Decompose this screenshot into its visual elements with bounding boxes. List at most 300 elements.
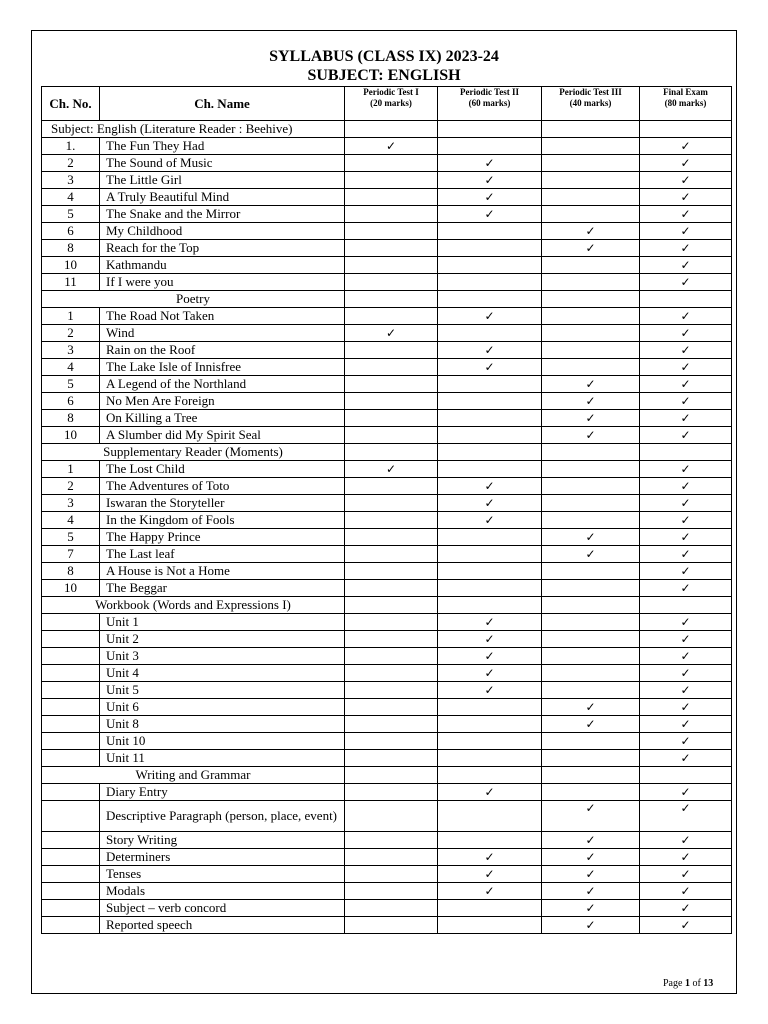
pt1-cell bbox=[345, 138, 438, 155]
pt1-cell bbox=[345, 206, 438, 223]
chapter-number: 10 bbox=[42, 580, 100, 597]
final-cell bbox=[640, 206, 732, 223]
final-cell bbox=[640, 342, 732, 359]
pt1-cell bbox=[345, 495, 438, 512]
chapter-name: Descriptive Paragraph (person, place, event) bbox=[100, 801, 345, 832]
chapter-name: Unit 6 bbox=[100, 699, 345, 716]
pt1-cell bbox=[345, 240, 438, 257]
check-mark-icon: ✓ bbox=[680, 833, 691, 847]
section-heading-row bbox=[42, 597, 732, 614]
check-mark-icon: ✓ bbox=[585, 530, 596, 544]
pt2-cell bbox=[438, 257, 542, 274]
section-heading: Supplementary Reader (Moments) bbox=[42, 444, 345, 461]
chapter-name: Reach for the Top bbox=[100, 240, 345, 257]
final-cell bbox=[640, 665, 732, 682]
table-row bbox=[42, 172, 732, 189]
pt3-cell bbox=[542, 393, 640, 410]
check-mark-icon: ✓ bbox=[484, 190, 495, 204]
chapter-number bbox=[42, 665, 100, 682]
check-mark-icon: ✓ bbox=[484, 496, 495, 510]
table-row bbox=[42, 393, 732, 410]
pt2-cell bbox=[438, 461, 542, 478]
table-row bbox=[42, 376, 732, 393]
col-header-pt1-title: Periodic Test I bbox=[363, 87, 419, 97]
pt3-cell bbox=[542, 529, 640, 546]
chapter-number bbox=[42, 917, 100, 934]
chapter-number: 4 bbox=[42, 189, 100, 206]
final-cell bbox=[640, 900, 732, 917]
section-heading-empty-cell bbox=[640, 597, 732, 614]
pt3-cell bbox=[542, 240, 640, 257]
pt1-cell bbox=[345, 784, 438, 801]
table-row bbox=[42, 631, 732, 648]
pt1-cell bbox=[345, 665, 438, 682]
check-mark-icon: ✓ bbox=[585, 377, 596, 391]
pt1-cell bbox=[345, 716, 438, 733]
check-mark-icon: ✓ bbox=[484, 649, 495, 663]
check-mark-icon: ✓ bbox=[484, 615, 495, 629]
chapter-name: Tenses bbox=[100, 866, 345, 883]
table-row bbox=[42, 546, 732, 563]
chapter-name: Kathmandu bbox=[100, 257, 345, 274]
check-mark-icon: ✓ bbox=[585, 850, 596, 864]
pt3-cell bbox=[542, 495, 640, 512]
check-mark-icon: ✓ bbox=[680, 173, 691, 187]
chapter-number bbox=[42, 866, 100, 883]
check-mark-icon: ✓ bbox=[680, 683, 691, 697]
pt3-cell bbox=[542, 784, 640, 801]
check-mark-icon: ✓ bbox=[680, 190, 691, 204]
page-current: 1 bbox=[684, 978, 690, 989]
final-cell bbox=[640, 427, 732, 444]
pt3-cell bbox=[542, 359, 640, 376]
section-heading-empty-cell bbox=[345, 291, 438, 308]
pt1-cell bbox=[345, 512, 438, 529]
section-heading-row bbox=[42, 291, 732, 308]
section-heading-empty-cell bbox=[345, 597, 438, 614]
check-mark-icon: ✓ bbox=[484, 850, 495, 864]
chapter-number bbox=[42, 716, 100, 733]
table-row bbox=[42, 512, 732, 529]
chapter-name: A Truly Beautiful Mind bbox=[100, 189, 345, 206]
chapter-number bbox=[42, 614, 100, 631]
chapter-number bbox=[42, 832, 100, 849]
chapter-name: Unit 1 bbox=[100, 614, 345, 631]
pt1-cell bbox=[345, 801, 438, 832]
chapter-number: 6 bbox=[42, 393, 100, 410]
chapter-number: 4 bbox=[42, 359, 100, 376]
table-row bbox=[42, 461, 732, 478]
pt3-cell bbox=[542, 631, 640, 648]
pt2-cell bbox=[438, 342, 542, 359]
pt3-cell bbox=[542, 648, 640, 665]
chapter-name: The Lake Isle of Innisfree bbox=[100, 359, 345, 376]
pt2-cell bbox=[438, 393, 542, 410]
col-header-pt3-marks: (40 marks) bbox=[569, 98, 612, 108]
chapter-number: 1 bbox=[42, 308, 100, 325]
pt1-cell bbox=[345, 223, 438, 240]
pt1-cell bbox=[345, 410, 438, 427]
chapter-number bbox=[42, 801, 100, 832]
pt3-cell bbox=[542, 308, 640, 325]
col-header-pt2-marks: (60 marks) bbox=[468, 98, 511, 108]
table-row bbox=[42, 274, 732, 291]
pt2-cell bbox=[438, 359, 542, 376]
pt2-cell bbox=[438, 495, 542, 512]
table-header-row bbox=[42, 87, 732, 121]
pt3-cell bbox=[542, 223, 640, 240]
pt2-cell bbox=[438, 750, 542, 767]
table-row bbox=[42, 849, 732, 866]
check-mark-icon: ✓ bbox=[680, 275, 691, 289]
chapter-name: A House is Not a Home bbox=[100, 563, 345, 580]
pt2-cell bbox=[438, 801, 542, 832]
check-mark-icon: ✓ bbox=[680, 717, 691, 731]
final-cell bbox=[640, 801, 732, 832]
pt1-cell bbox=[345, 883, 438, 900]
pt3-cell bbox=[542, 376, 640, 393]
chapter-number: 3 bbox=[42, 342, 100, 359]
chapter-number: 8 bbox=[42, 563, 100, 580]
chapter-name: A Slumber did My Spirit Seal bbox=[100, 427, 345, 444]
pt2-cell bbox=[438, 172, 542, 189]
check-mark-icon: ✓ bbox=[680, 224, 691, 238]
section-heading-empty-cell bbox=[345, 767, 438, 784]
pt3-cell bbox=[542, 155, 640, 172]
check-mark-icon: ✓ bbox=[680, 411, 691, 425]
col-header-pt1-marks: (20 marks) bbox=[370, 98, 412, 108]
chapter-number: 11 bbox=[42, 274, 100, 291]
chapter-name: Unit 5 bbox=[100, 682, 345, 699]
table-row bbox=[42, 189, 732, 206]
final-cell bbox=[640, 614, 732, 631]
section-heading-empty-cell bbox=[640, 444, 732, 461]
pt1-cell bbox=[345, 478, 438, 495]
table-row bbox=[42, 410, 732, 427]
pt2-cell bbox=[438, 699, 542, 716]
table-row bbox=[42, 240, 732, 257]
check-mark-icon: ✓ bbox=[585, 394, 596, 408]
final-cell bbox=[640, 495, 732, 512]
check-mark-icon: ✓ bbox=[680, 156, 691, 170]
pt3-cell bbox=[542, 189, 640, 206]
final-cell bbox=[640, 750, 732, 767]
final-cell bbox=[640, 580, 732, 597]
table-row bbox=[42, 257, 732, 274]
pt1-cell bbox=[345, 917, 438, 934]
check-mark-icon: ✓ bbox=[680, 207, 691, 221]
table-row bbox=[42, 529, 732, 546]
section-heading-empty-cell bbox=[640, 767, 732, 784]
final-cell bbox=[640, 512, 732, 529]
pt1-cell bbox=[345, 614, 438, 631]
pt1-cell bbox=[345, 393, 438, 410]
check-mark-icon: ✓ bbox=[680, 462, 691, 476]
chapter-name: Diary Entry bbox=[100, 784, 345, 801]
pt3-cell bbox=[542, 883, 640, 900]
chapter-number: 1. bbox=[42, 138, 100, 155]
section-heading: Writing and Grammar bbox=[42, 767, 345, 784]
check-mark-icon: ✓ bbox=[585, 547, 596, 561]
chapter-number bbox=[42, 784, 100, 801]
pt3-cell bbox=[542, 801, 640, 832]
table-row bbox=[42, 223, 732, 240]
pt3-cell bbox=[542, 832, 640, 849]
check-mark-icon: ✓ bbox=[585, 428, 596, 442]
section-heading-row bbox=[42, 767, 732, 784]
section-heading-empty-cell bbox=[438, 597, 542, 614]
chapter-number: 3 bbox=[42, 495, 100, 512]
table-row bbox=[42, 900, 732, 917]
pt2-cell bbox=[438, 427, 542, 444]
pt2-cell bbox=[438, 189, 542, 206]
table-row bbox=[42, 563, 732, 580]
pt2-cell bbox=[438, 410, 542, 427]
check-mark-icon: ✓ bbox=[484, 666, 495, 680]
chapter-name: The Beggar bbox=[100, 580, 345, 597]
pt1-cell bbox=[345, 563, 438, 580]
chapter-name: Modals bbox=[100, 883, 345, 900]
check-mark-icon: ✓ bbox=[680, 547, 691, 561]
final-cell bbox=[640, 917, 732, 934]
chapter-name: Unit 2 bbox=[100, 631, 345, 648]
check-mark-icon: ✓ bbox=[680, 801, 691, 815]
pt1-cell bbox=[345, 750, 438, 767]
section-heading-empty-cell bbox=[542, 767, 640, 784]
chapter-name: Unit 10 bbox=[100, 733, 345, 750]
pt1-cell bbox=[345, 274, 438, 291]
pt2-cell bbox=[438, 376, 542, 393]
pt3-cell bbox=[542, 546, 640, 563]
check-mark-icon: ✓ bbox=[680, 666, 691, 680]
check-mark-icon: ✓ bbox=[585, 717, 596, 731]
chapter-number bbox=[42, 682, 100, 699]
pt3-cell bbox=[542, 478, 640, 495]
final-cell bbox=[640, 849, 732, 866]
chapter-name: On Killing a Tree bbox=[100, 410, 345, 427]
chapter-name: Unit 8 bbox=[100, 716, 345, 733]
pt2-cell bbox=[438, 917, 542, 934]
chapter-number: 8 bbox=[42, 410, 100, 427]
pt2-cell bbox=[438, 240, 542, 257]
table-row bbox=[42, 648, 732, 665]
table-row bbox=[42, 917, 732, 934]
chapter-number: 2 bbox=[42, 325, 100, 342]
check-mark-icon: ✓ bbox=[680, 241, 691, 255]
pt2-cell bbox=[438, 733, 542, 750]
pt2-cell bbox=[438, 308, 542, 325]
pt2-cell bbox=[438, 849, 542, 866]
chapter-number bbox=[42, 900, 100, 917]
chapter-name: Story Writing bbox=[100, 832, 345, 849]
check-mark-icon: ✓ bbox=[585, 241, 596, 255]
chapter-name: My Childhood bbox=[100, 223, 345, 240]
section-heading-empty-cell bbox=[438, 121, 542, 138]
check-mark-icon: ✓ bbox=[484, 173, 495, 187]
chapter-number: 5 bbox=[42, 376, 100, 393]
chapter-number bbox=[42, 631, 100, 648]
chapter-number: 5 bbox=[42, 206, 100, 223]
chapter-name: Rain on the Roof bbox=[100, 342, 345, 359]
check-mark-icon: ✓ bbox=[680, 360, 691, 374]
pt3-cell bbox=[542, 274, 640, 291]
chapter-name: Iswaran the Storyteller bbox=[100, 495, 345, 512]
pt3-cell bbox=[542, 512, 640, 529]
check-mark-icon: ✓ bbox=[680, 901, 691, 915]
final-cell bbox=[640, 648, 732, 665]
chapter-number bbox=[42, 699, 100, 716]
pt1-cell bbox=[345, 733, 438, 750]
check-mark-icon: ✓ bbox=[484, 309, 495, 323]
pt3-cell bbox=[542, 699, 640, 716]
check-mark-icon: ✓ bbox=[680, 428, 691, 442]
final-cell bbox=[640, 223, 732, 240]
pt3-cell bbox=[542, 614, 640, 631]
pt3-cell bbox=[542, 172, 640, 189]
pt1-cell bbox=[345, 546, 438, 563]
pt3-cell bbox=[542, 563, 640, 580]
final-cell bbox=[640, 682, 732, 699]
table-row bbox=[42, 138, 732, 155]
pt2-cell bbox=[438, 155, 542, 172]
chapter-number: 10 bbox=[42, 257, 100, 274]
chapter-number: 10 bbox=[42, 427, 100, 444]
pt2-cell bbox=[438, 716, 542, 733]
check-mark-icon: ✓ bbox=[385, 326, 397, 340]
check-mark-icon: ✓ bbox=[585, 833, 596, 847]
check-mark-icon: ✓ bbox=[680, 139, 691, 153]
chapter-name: Unit 11 bbox=[100, 750, 345, 767]
check-mark-icon: ✓ bbox=[680, 326, 691, 340]
pt1-cell bbox=[345, 342, 438, 359]
chapter-name: The Lost Child bbox=[100, 461, 345, 478]
check-mark-icon: ✓ bbox=[680, 884, 691, 898]
pt2-cell bbox=[438, 529, 542, 546]
pt3-cell bbox=[542, 138, 640, 155]
col-header-final-marks: (80 marks) bbox=[664, 98, 707, 108]
page-total: 13 bbox=[703, 978, 714, 989]
col-header-pt2 bbox=[438, 87, 542, 121]
final-cell bbox=[640, 699, 732, 716]
check-mark-icon: ✓ bbox=[680, 564, 691, 578]
section-heading-empty-cell bbox=[640, 121, 732, 138]
check-mark-icon: ✓ bbox=[484, 207, 495, 221]
check-mark-icon: ✓ bbox=[680, 700, 691, 714]
pt2-cell bbox=[438, 512, 542, 529]
page-number bbox=[663, 978, 713, 990]
col-header-final bbox=[640, 87, 732, 121]
chapter-name: The Little Girl bbox=[100, 172, 345, 189]
chapter-name: The Snake and the Mirror bbox=[100, 206, 345, 223]
check-mark-icon: ✓ bbox=[585, 801, 596, 815]
pt3-cell bbox=[542, 716, 640, 733]
section-heading-empty-cell bbox=[542, 121, 640, 138]
table-row bbox=[42, 883, 732, 900]
chapter-number bbox=[42, 883, 100, 900]
final-cell bbox=[640, 376, 732, 393]
chapter-name: Reported speech bbox=[100, 917, 345, 934]
final-cell bbox=[640, 883, 732, 900]
pt2-cell bbox=[438, 900, 542, 917]
final-cell bbox=[640, 359, 732, 376]
pt3-cell bbox=[542, 665, 640, 682]
page-label: Page bbox=[663, 978, 683, 989]
check-mark-icon: ✓ bbox=[484, 683, 495, 697]
col-header-ch-name: Ch. Name bbox=[100, 87, 345, 121]
pt1-cell bbox=[345, 257, 438, 274]
final-cell bbox=[640, 866, 732, 883]
check-mark-icon: ✓ bbox=[484, 479, 495, 493]
final-cell bbox=[640, 832, 732, 849]
final-cell bbox=[640, 172, 732, 189]
pt3-cell bbox=[542, 849, 640, 866]
section-heading-empty-cell bbox=[542, 291, 640, 308]
section-heading-empty-cell bbox=[438, 767, 542, 784]
table-row bbox=[42, 427, 732, 444]
chapter-number bbox=[42, 648, 100, 665]
section-heading-empty-cell bbox=[542, 597, 640, 614]
final-cell bbox=[640, 155, 732, 172]
pt2-cell bbox=[438, 223, 542, 240]
final-cell bbox=[640, 325, 732, 342]
final-cell bbox=[640, 461, 732, 478]
final-cell bbox=[640, 563, 732, 580]
final-cell bbox=[640, 189, 732, 206]
pt2-cell bbox=[438, 631, 542, 648]
section-heading: Workbook (Words and Expressions I) bbox=[42, 597, 345, 614]
pt2-cell bbox=[438, 546, 542, 563]
of-label: of bbox=[692, 978, 701, 989]
pt1-cell bbox=[345, 359, 438, 376]
pt2-cell bbox=[438, 682, 542, 699]
col-header-pt1 bbox=[345, 87, 438, 121]
check-mark-icon: ✓ bbox=[484, 513, 495, 527]
pt1-cell bbox=[345, 900, 438, 917]
table-row bbox=[42, 784, 732, 801]
col-header-pt3 bbox=[542, 87, 640, 121]
check-mark-icon: ✓ bbox=[385, 139, 397, 153]
table-row bbox=[42, 733, 732, 750]
pt2-cell bbox=[438, 563, 542, 580]
pt1-cell bbox=[345, 461, 438, 478]
section-heading-empty-cell bbox=[542, 444, 640, 461]
pt3-cell bbox=[542, 900, 640, 917]
final-cell bbox=[640, 733, 732, 750]
table-row bbox=[42, 750, 732, 767]
pt2-cell bbox=[438, 478, 542, 495]
pt3-cell bbox=[542, 342, 640, 359]
pt1-cell bbox=[345, 427, 438, 444]
check-mark-icon: ✓ bbox=[484, 360, 495, 374]
pt1-cell bbox=[345, 376, 438, 393]
pt3-cell bbox=[542, 427, 640, 444]
final-cell bbox=[640, 393, 732, 410]
pt3-cell bbox=[542, 750, 640, 767]
pt1-cell bbox=[345, 849, 438, 866]
chapter-name: Determiners bbox=[100, 849, 345, 866]
section-heading-empty-cell bbox=[345, 444, 438, 461]
chapter-number: 1 bbox=[42, 461, 100, 478]
check-mark-icon: ✓ bbox=[484, 343, 495, 357]
chapter-name: No Men Are Foreign bbox=[100, 393, 345, 410]
pt2-cell bbox=[438, 138, 542, 155]
check-mark-icon: ✓ bbox=[680, 785, 691, 799]
title-line-2: SUBJECT: ENGLISH bbox=[307, 67, 461, 84]
chapter-number: 8 bbox=[42, 240, 100, 257]
final-cell bbox=[640, 478, 732, 495]
section-heading-empty-cell bbox=[438, 444, 542, 461]
check-mark-icon: ✓ bbox=[680, 734, 691, 748]
